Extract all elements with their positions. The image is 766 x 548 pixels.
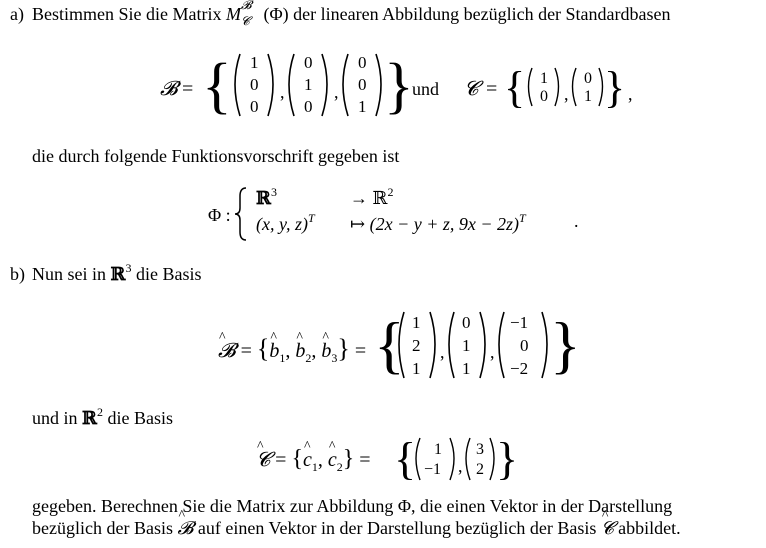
brace-close: } bbox=[604, 63, 626, 112]
map-line-1-target bbox=[350, 185, 394, 209]
basis-Chat-vector-1 bbox=[416, 438, 454, 480]
intro-text: Bestimmen Sie die Matrix bbox=[32, 4, 222, 24]
vector-entry: 2 bbox=[412, 336, 421, 355]
map-brace bbox=[234, 186, 248, 242]
basis-Chat-ref: ^ 𝓒 bbox=[601, 518, 614, 539]
vector-entry: 0 bbox=[584, 70, 592, 87]
basis-element: ^ b bbox=[295, 340, 305, 363]
basis-element: ^ b bbox=[269, 340, 279, 363]
map-period: . bbox=[574, 211, 579, 231]
basis-Bhat-def: ^ 𝓑 = {^ $b_1$, ^ $b_2$, ^ $b_3$} = bbox=[218, 334, 366, 364]
basis-element: ^ c bbox=[328, 449, 337, 472]
domain-space: ℝ bbox=[256, 188, 271, 209]
comma: , bbox=[280, 82, 285, 102]
basis-B-vector-3 bbox=[343, 53, 381, 116]
basis-Chat-name: ^ 𝓒 bbox=[256, 449, 270, 472]
vector-entry: −2 bbox=[510, 359, 529, 378]
basis-B-vector-1 bbox=[235, 53, 273, 116]
basis-element: ^ b bbox=[321, 340, 331, 363]
brace-open: { bbox=[202, 52, 232, 120]
space-r2-exponent: 2 bbox=[96, 405, 103, 419]
map-arrow: → ℝ bbox=[350, 188, 388, 208]
vector-entry: 0 bbox=[304, 53, 313, 72]
vector-entry: 0 bbox=[250, 97, 259, 116]
part-b-und bbox=[32, 405, 173, 429]
basis-B-C-equation bbox=[160, 44, 640, 128]
basis-B-name: 𝓑 bbox=[160, 78, 178, 100]
vector-entry: 1 bbox=[462, 336, 471, 355]
closing-text-c: abbildet. bbox=[618, 518, 681, 538]
brace-open: { bbox=[504, 63, 526, 112]
und-rest: die Basis bbox=[107, 408, 173, 428]
vector-entry: 0 bbox=[462, 313, 471, 332]
basis-index: 1 bbox=[311, 460, 318, 474]
vector-entry: 1 bbox=[412, 313, 421, 332]
intro-text: Nun sei in bbox=[32, 264, 106, 284]
closing-text-a: bezüglich der Basis bbox=[32, 518, 173, 538]
basis-C-name: 𝓒 bbox=[464, 78, 479, 100]
vector-entry: 2 bbox=[476, 461, 484, 478]
vector-entry: 1 bbox=[304, 75, 313, 94]
basis-Bhat-name: ^ 𝓑 bbox=[218, 340, 236, 363]
basis-Bhat-vector-3 bbox=[499, 312, 547, 378]
vector-entry: 3 bbox=[476, 441, 484, 458]
und-text: und in bbox=[32, 408, 78, 428]
brace-close: } bbox=[496, 433, 519, 484]
vector-entry: 0 bbox=[520, 336, 529, 355]
matrix-subscript: 𝓒 bbox=[240, 14, 250, 28]
vector-entry: 1 bbox=[358, 97, 367, 116]
vector-entry: 0 bbox=[358, 53, 367, 72]
part-b-label: b) bbox=[10, 264, 25, 284]
und-word: und bbox=[412, 79, 439, 99]
brace-close: } bbox=[384, 52, 414, 120]
matrix-superscript: 𝓑 bbox=[240, 0, 252, 12]
intro-text-2: die Basis bbox=[135, 264, 202, 284]
vector-entry: 0 bbox=[540, 88, 548, 105]
matrix-argument: (Φ) bbox=[263, 4, 289, 24]
vector-entry: 1 bbox=[462, 359, 471, 378]
comma: , bbox=[628, 84, 633, 104]
brace-close: } bbox=[550, 309, 581, 380]
vector-entry: 0 bbox=[304, 97, 313, 116]
equals-sign: = bbox=[486, 78, 498, 100]
func-text: die durch folgende Funktionsvorschrift gegeben ist bbox=[32, 146, 400, 166]
brace-open: { bbox=[374, 309, 405, 380]
comma: , bbox=[490, 342, 495, 362]
space-r2: ℝ bbox=[82, 408, 97, 429]
map-line-1 bbox=[256, 185, 277, 209]
closing-line-1: gegeben. Berechnen Sie die Matrix zur Abbildung Φ, die einen Vektor in der Darstellung bbox=[32, 496, 673, 516]
comma: , bbox=[334, 82, 339, 102]
space-r3-exponent: 3 bbox=[125, 261, 132, 275]
space-r3: ℝ bbox=[110, 264, 126, 285]
basis-index: 2 bbox=[305, 351, 312, 365]
phi-label: Φ : bbox=[208, 205, 231, 225]
vector-entry: 1 bbox=[584, 88, 592, 105]
map-input bbox=[256, 211, 315, 235]
basis-Chat-def: ^ 𝓒 = {^ $c_1$, ^ $c_2$} = bbox=[256, 446, 371, 473]
part-a-label: a) bbox=[10, 4, 24, 24]
vector-entry: 1 bbox=[250, 53, 259, 72]
basis-Bhat-ref: ^ 𝓑 bbox=[177, 518, 193, 539]
vector-entry: 1 bbox=[434, 441, 442, 458]
basis-Bhat-vector-2 bbox=[449, 312, 485, 378]
closing-text-b: auf einen Vektor in der Darstellung bezüglich der Basis bbox=[197, 518, 597, 538]
basis-Bhat-vectors bbox=[374, 302, 584, 386]
equals-sign: = bbox=[182, 78, 194, 100]
closing-line-2 bbox=[32, 518, 681, 539]
basis-C-vector-2 bbox=[573, 68, 603, 106]
basis-Chat-vectors bbox=[394, 430, 524, 486]
vector-entry: 0 bbox=[250, 75, 259, 94]
comma: , bbox=[564, 84, 569, 104]
basis-element: ^ c bbox=[303, 449, 312, 472]
vector-entry: −1 bbox=[510, 313, 529, 332]
codomain-exponent: 2 bbox=[387, 185, 394, 199]
basis-index: 1 bbox=[279, 351, 286, 365]
vector-entry: 1 bbox=[540, 70, 548, 87]
domain-exponent: 3 bbox=[270, 185, 277, 199]
vector-entry: −1 bbox=[424, 461, 442, 478]
comma: , bbox=[458, 456, 463, 476]
basis-B-vector-2 bbox=[289, 53, 327, 116]
brace-open: { bbox=[394, 433, 417, 484]
map-input-vector: (x, y, z) bbox=[256, 214, 308, 234]
basis-index: 2 bbox=[336, 460, 343, 474]
basis-Chat-vector-2 bbox=[466, 438, 494, 480]
part-b-intro bbox=[32, 261, 202, 285]
map-input-exponent: T bbox=[307, 211, 315, 225]
basis-index: 3 bbox=[331, 351, 338, 365]
map-output-vector: ↦ (2x − y + z, 9x − 2z) bbox=[350, 214, 519, 234]
part-a-intro bbox=[32, 0, 671, 28]
intro-rest: der linearen Abbildung bezüglich der Standardbasen bbox=[293, 4, 671, 24]
basis-C-vector-1 bbox=[529, 68, 559, 106]
matrix-symbol: M 𝓑 𝓒 bbox=[225, 0, 252, 28]
vector-entry: 0 bbox=[358, 75, 367, 94]
map-output bbox=[350, 211, 526, 235]
vector-entry: 1 bbox=[412, 359, 421, 378]
comma: , bbox=[440, 342, 445, 362]
map-output-exponent: T bbox=[519, 211, 526, 225]
